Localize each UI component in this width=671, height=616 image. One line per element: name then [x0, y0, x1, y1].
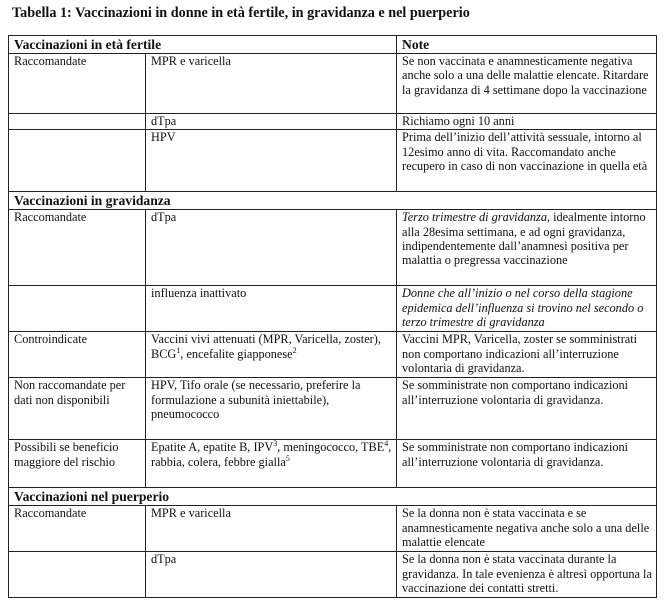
vaccine-cell	[146, 332, 397, 378]
category-cell: Raccomandate	[9, 54, 146, 114]
category-cell-empty	[9, 286, 146, 332]
section-gravidanza: Vaccinazioni in gravidanza	[9, 192, 657, 210]
category-cell-empty	[9, 114, 146, 130]
footnote-ref: 4	[384, 439, 389, 449]
note-cell: Se la donna non è stata vaccinata durante la gravidanza. In tale evenienza è altresì opportuna la vaccinazione dei contatti stretti.	[397, 552, 657, 598]
table-row	[9, 552, 657, 598]
vaccine-cell	[146, 440, 397, 488]
table-row	[9, 332, 657, 378]
note-text: idealmente intorno alla 28esima settimana, e ad ogni gravidanza, indipendentemente dall’anamnesi positiva per malattia o pregressa vaccinazione	[402, 210, 646, 268]
vaccine-cell: MPR e varicella	[146, 54, 397, 114]
category-cell-empty	[9, 130, 146, 192]
category-cell-empty	[9, 552, 146, 598]
vaccine-text: , encefalite giapponese	[180, 346, 293, 361]
note-cell: Se somministrate non comportano indicazioni all’interruzione volontaria di gravidanza.	[397, 378, 657, 440]
note-cell: Se la donna non è stata vaccinata e se anamnesticamente negativa anche solo a una delle malattie elencate	[397, 506, 657, 552]
vaccine-cell: HPV, Tifo orale (se necessario, preferire la formulazione a subunità iniettabile), pneumococco	[146, 378, 397, 440]
table-title: Tabella 1: Vaccinazioni in donne in età fertile, in gravidanza e nel puerperio	[12, 5, 470, 21]
footnote-ref: 2	[292, 345, 297, 355]
note-cell: Richiamo ogni 10 anni	[397, 114, 657, 130]
header-note: Note	[397, 36, 657, 54]
note-cell: Se non vaccinata e anamnesticamente negativa anche solo a una delle malattie elencate. Ritardare la gravidanza di 4 settimane dopo la vaccinazione	[397, 54, 657, 114]
table-row	[9, 54, 657, 114]
table-row	[9, 286, 657, 332]
category-cell: Possibili se beneficio maggiore del rischio	[9, 440, 146, 488]
category-cell: Raccomandate	[9, 506, 146, 552]
note-cell: Prima dell’inizio dell’attività sessuale, intorno al 12esimo anno di vita. Raccomandato anche recupero in caso di non vaccinazione in quella età	[397, 130, 657, 192]
vaccine-cell: dTpa	[146, 114, 397, 130]
section-row	[9, 192, 657, 210]
category-cell: Non raccomandate per dati non disponibili	[9, 378, 146, 440]
vaccine-cell: dTpa	[146, 210, 397, 286]
footnote-ref: 3	[273, 439, 278, 449]
table-row	[9, 378, 657, 440]
note-cell: Donne che all’inizio o nel corso della stagione epidemica dell’influenza si trovino nel secondo o terzo trimestre di gravidanza	[397, 286, 657, 332]
header-fertile: Vaccinazioni in età fertile	[9, 36, 397, 54]
table-row	[9, 506, 657, 552]
vaccine-text: , rabbia, colera, febbre gialla	[151, 440, 392, 469]
vaccine-cell: influenza inattivato	[146, 286, 397, 332]
table-row	[9, 114, 657, 130]
note-cell: Vaccini MPR, Varicella, zoster se somministrati non comportano indicazioni all’interruzione volontaria di gravidanza.	[397, 332, 657, 378]
section-puerperio: Vaccinazioni nel puerperio	[9, 488, 657, 506]
footnote-ref: 1	[176, 345, 181, 355]
category-cell: Controindicate	[9, 332, 146, 378]
table-row	[9, 440, 657, 488]
table-header-row	[9, 36, 657, 54]
category-cell: Raccomandate	[9, 210, 146, 286]
vaccine-text: Vaccini vivi attenuati (MPR, Varicella, zoster), BCG	[151, 332, 381, 361]
footnote-ref: 5	[285, 453, 290, 463]
note-cell	[397, 210, 657, 286]
vaccination-table	[8, 35, 657, 598]
vaccine-cell: dTpa	[146, 552, 397, 598]
table-row	[9, 210, 657, 286]
vaccine-cell: HPV	[146, 130, 397, 192]
vaccine-text: , meningococco, TBE	[277, 440, 385, 455]
table-row	[9, 130, 657, 192]
vaccine-text: Epatite A, epatite B, IPV	[151, 440, 274, 455]
vaccine-cell: MPR e varicella	[146, 506, 397, 552]
note-cell: Se somministrate non comportano indicazioni all’interruzione volontaria di gravidanza.	[397, 440, 657, 488]
section-row	[9, 488, 657, 506]
note-italic: Terzo trimestre di gravidanza,	[402, 210, 551, 225]
